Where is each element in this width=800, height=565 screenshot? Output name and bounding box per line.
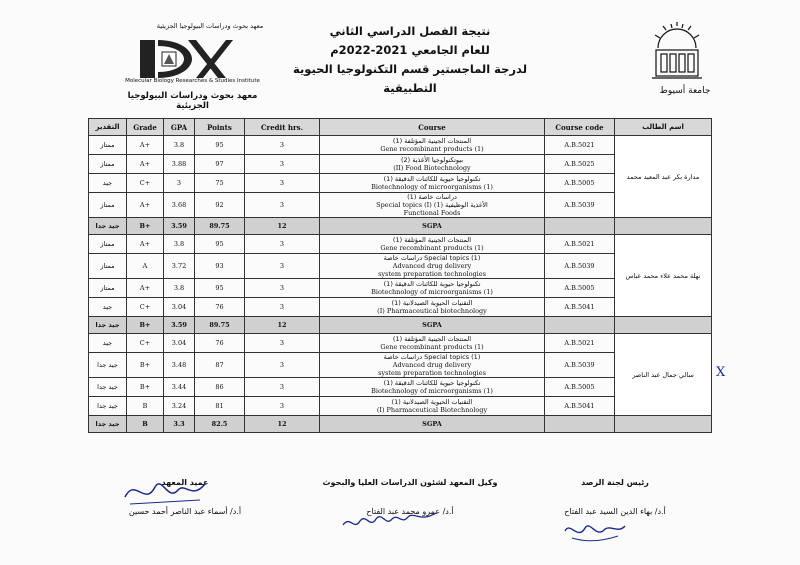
grade-ar-cell: جيد [89, 298, 127, 317]
sgpa-points: 89.75 [195, 218, 245, 235]
control-name: أ.د/ بهاء الدين السيد عبد الفتاح [564, 507, 666, 516]
sgpa-row [89, 218, 712, 235]
credit-cell: 3 [245, 378, 320, 397]
course-cell [320, 279, 545, 298]
points-cell: 95 [195, 235, 245, 254]
course-cell [320, 378, 545, 397]
sgpa-gpa: 3.59 [164, 218, 195, 235]
col-gpa: GPA [164, 119, 195, 136]
sgpa-empty-cell [545, 218, 615, 235]
grade-ar-cell: جيد جدا [89, 353, 127, 378]
signature-control [540, 478, 690, 516]
course-en2-text: Functional Foods [403, 209, 461, 217]
student-name-cell: مدارة بكر عبد المعيد محمد [615, 136, 712, 218]
course-en2-text: system preparation technologies [378, 270, 486, 278]
points-cell: 95 [195, 279, 245, 298]
course-cell [320, 174, 545, 193]
course-cell [320, 193, 545, 218]
credit-cell: 3 [245, 136, 320, 155]
grade-ar-cell: ممتاز [89, 235, 127, 254]
course-ar-text: المنتجات الجينية المؤتلفة (1) [392, 236, 472, 244]
sgpa-empty-cell [545, 317, 615, 334]
grade-ar-cell: جيد جدا [89, 397, 127, 416]
course-ar-text: دراسات خاصة (1) [407, 193, 457, 201]
course-en-text: Special topics (I) (1) الأغذية الوظيفية [376, 201, 488, 209]
col-credit: Credit hrs. [245, 119, 320, 136]
sgpa-grade: B+ [127, 317, 164, 334]
credit-cell: 3 [245, 174, 320, 193]
grade-cell: A+ [127, 193, 164, 218]
credit-cell: 3 [245, 155, 320, 174]
institute-name-ar: معهد بحوث ودراسات البيولوجيا الجزيئية [127, 91, 258, 111]
course-cell [320, 334, 545, 353]
dean-name: أ.د/ أسماء عبد الناصر أحمد حسين [128, 507, 242, 516]
credit-cell: 3 [245, 334, 320, 353]
credit-cell: 3 [245, 353, 320, 378]
table-header-row [89, 119, 712, 136]
course-en-text: Biotechnology of microorganisms (1) [371, 288, 493, 296]
course-ar-text: المنتجات الجينية المؤتلفة (1) [392, 137, 472, 145]
course-en-text: Gene recombinant products (1) [380, 244, 484, 252]
sgpa-label: SGPA [320, 317, 545, 334]
course-cell [320, 235, 545, 254]
grade-cell: C+ [127, 298, 164, 317]
sgpa-empty-cell [615, 416, 712, 433]
table-row [89, 334, 712, 353]
col-course: Course [320, 119, 545, 136]
course-en-text: (I) Pharmaceutical Biotechnology [376, 406, 488, 414]
points-cell: 76 [195, 298, 245, 317]
course-ar-text: المنتجات الجينية المؤتلفة (1) [392, 335, 472, 343]
grade-cell: A+ [127, 136, 164, 155]
grade-ar-cell: ممتاز [89, 155, 127, 174]
grade-cell: A [127, 254, 164, 279]
grade-ar-cell: ممتاز [89, 193, 127, 218]
sgpa-grade-ar: جيد جدا [89, 218, 127, 235]
grade-cell: B [127, 397, 164, 416]
points-cell: 86 [195, 378, 245, 397]
control-signature-icon [560, 516, 630, 546]
grade-ar-cell: ممتاز [89, 279, 127, 298]
sgpa-empty-cell [615, 218, 712, 235]
student-name-cell: نهلة محمد علاء محمد عباس [615, 235, 712, 317]
sgpa-row [89, 317, 712, 334]
sgpa-points: 82.5 [195, 416, 245, 433]
gpa-cell: 3.88 [164, 155, 195, 174]
course-en2-text: system preparation technologies [378, 369, 486, 377]
sgpa-empty-cell [615, 317, 712, 334]
grade-cell: A+ [127, 279, 164, 298]
document-title [290, 22, 530, 98]
course-ar-text: Special topics (1) دراسات خاصة [383, 254, 481, 262]
gpa-cell: 3.04 [164, 298, 195, 317]
gpa-cell: 3.72 [164, 254, 195, 279]
credit-cell: 3 [245, 397, 320, 416]
vice-signature-icon [340, 505, 440, 535]
course-cell [320, 353, 545, 378]
course-code-cell: A.B.5039 [545, 193, 615, 218]
gpa-cell: 3.8 [164, 136, 195, 155]
results-table [88, 118, 712, 433]
grade-ar-cell: ممتاز [89, 254, 127, 279]
points-cell: 76 [195, 334, 245, 353]
points-cell: 92 [195, 193, 245, 218]
grade-cell: B+ [127, 378, 164, 397]
gpa-cell: 3.8 [164, 235, 195, 254]
course-ar-text: التقنيات الحيوية الصيدلانية (1) [391, 299, 473, 307]
grade-ar-cell: جيد جدا [89, 378, 127, 397]
gpa-cell: 3.44 [164, 378, 195, 397]
course-cell [320, 155, 545, 174]
vice-title: وكيل المعهد لشئون الدراسات العليا والبحوث [322, 478, 498, 487]
gpa-cell: 3.68 [164, 193, 195, 218]
credit-cell: 3 [245, 298, 320, 317]
gpa-cell: 3.48 [164, 353, 195, 378]
sgpa-row [89, 416, 712, 433]
points-cell: 75 [195, 174, 245, 193]
course-code-cell: A.B.5005 [545, 378, 615, 397]
title-line-2: للعام الجامعي 2021-2022م [330, 43, 490, 57]
grade-cell: B+ [127, 353, 164, 378]
grade-cell: A+ [127, 235, 164, 254]
sgpa-label: SGPA [320, 218, 545, 235]
course-code-cell: A.B.5041 [545, 397, 615, 416]
sgpa-points: 89.75 [195, 317, 245, 334]
sgpa-grade: B+ [127, 218, 164, 235]
course-code-cell: A.B.5021 [545, 235, 615, 254]
course-cell [320, 397, 545, 416]
gpa-cell: 3 [164, 174, 195, 193]
university-logo-icon [648, 20, 706, 82]
dean-title: عميد المعهد [161, 478, 209, 487]
vice-name: أ.د/ عمرو محمد عبد الفتاح [366, 507, 454, 516]
sgpa-credit: 12 [245, 416, 320, 433]
course-en-text: (I) Pharmaceutical biotechnology [377, 307, 487, 315]
grade-ar-cell: جيد [89, 174, 127, 193]
credit-cell: 3 [245, 193, 320, 218]
dean-signature-icon [120, 472, 210, 512]
credit-cell: 3 [245, 254, 320, 279]
points-cell: 93 [195, 254, 245, 279]
course-code-cell: A.B.5021 [545, 334, 615, 353]
grade-ar-cell: ممتاز [89, 136, 127, 155]
grade-ar-cell: جيد [89, 334, 127, 353]
course-ar-text: بيوتكنولوجيا الأغذية (2) [400, 156, 464, 164]
gpa-cell: 3.24 [164, 397, 195, 416]
table-row [89, 235, 712, 254]
grade-cell: C+ [127, 334, 164, 353]
points-cell: 97 [195, 155, 245, 174]
sgpa-empty-cell [545, 416, 615, 433]
points-cell: 95 [195, 136, 245, 155]
sgpa-label: SGPA [320, 416, 545, 433]
col-grade: Grade [127, 119, 164, 136]
course-en-text: (II) Food Biotechnology [393, 164, 471, 172]
university-name: جامعة أسيوط [659, 86, 711, 96]
course-ar-text: تكنولوجيا حيوية للكائنات الدقيقة (1) [383, 280, 481, 288]
course-ar-text: تكنولوجيا حيوية للكائنات الدقيقة (1) [383, 379, 481, 387]
course-code-cell: A.B.5025 [545, 155, 615, 174]
col-student: اسم الطالب [615, 119, 712, 136]
course-ar-text: تكنولوجيا حيوية للكائنات الدقيقة (1) [383, 175, 481, 183]
title-line-3: لدرجة الماجستير قسم التكنولوجيا الحيوية التطبيقية [292, 62, 528, 95]
course-ar-text: Special topics (1) دراسات خاصة [383, 353, 481, 361]
course-code-cell: A.B.5039 [545, 353, 615, 378]
grade-cell: A+ [127, 155, 164, 174]
institute-logo-caption: معهد بحوث ودراسات البيولوجيا الجزيئية [156, 22, 264, 30]
course-en-text: Gene recombinant products (1) [380, 343, 484, 351]
sgpa-grade: B [127, 416, 164, 433]
table-row [89, 136, 712, 155]
sgpa-grade-ar: جيد جدا [89, 416, 127, 433]
course-code-cell: A.B.5021 [545, 136, 615, 155]
col-points: Points [195, 119, 245, 136]
course-en-text: Advanced drug delivery [392, 262, 472, 270]
course-en-text: Advanced drug delivery [392, 361, 472, 369]
col-code: Course code [545, 119, 615, 136]
course-en-text: Gene recombinant products (1) [380, 145, 484, 153]
sgpa-gpa: 3.3 [164, 416, 195, 433]
course-code-cell: A.B.5005 [545, 174, 615, 193]
course-ar-text: التقنيات الحيوية الصيدلانية (1) [391, 398, 473, 406]
course-cell [320, 136, 545, 155]
course-en-text: Biotechnology of microorganisms (1) [371, 387, 493, 395]
control-title: رئيس لجنة الرصد [581, 478, 649, 487]
course-code-cell: A.B.5039 [545, 254, 615, 279]
course-code-cell: A.B.5041 [545, 298, 615, 317]
col-grade-ar: التقدير [89, 119, 127, 136]
credit-cell: 3 [245, 235, 320, 254]
sgpa-grade-ar: جيد جدا [89, 317, 127, 334]
sgpa-credit: 12 [245, 317, 320, 334]
sgpa-gpa: 3.59 [164, 317, 195, 334]
course-cell [320, 298, 545, 317]
points-cell: 81 [195, 397, 245, 416]
institute-name-en: Molecular Biology Researches & Studies Institute [125, 78, 260, 84]
gpa-cell: 3.04 [164, 334, 195, 353]
course-cell [320, 254, 545, 279]
gpa-cell: 3.8 [164, 279, 195, 298]
course-code-cell: A.B.5005 [545, 279, 615, 298]
points-cell: 87 [195, 353, 245, 378]
course-en-text: Biotechnology of microorganisms (1) [371, 183, 493, 191]
credit-cell: 3 [245, 279, 320, 298]
table-body [89, 136, 712, 433]
sgpa-credit: 12 [245, 218, 320, 235]
grade-cell: C+ [127, 174, 164, 193]
title-line-1: نتيجة الفصل الدراسي الثاني [329, 24, 491, 38]
handwritten-x-mark: X [716, 365, 726, 380]
student-name-cell: سالي جمال عبد الناصر [615, 334, 712, 416]
